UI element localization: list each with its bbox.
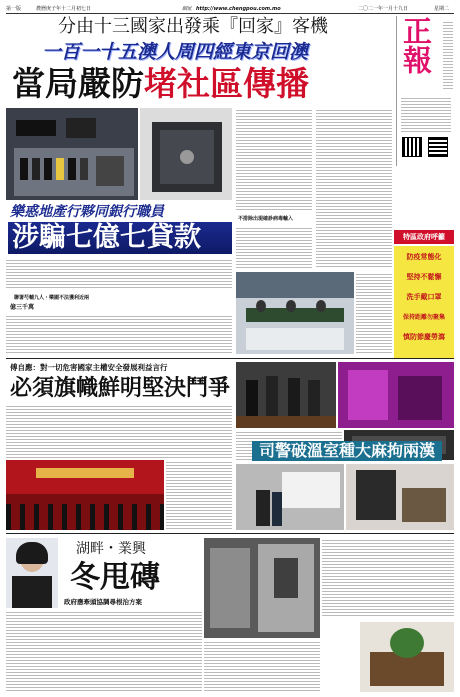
logo-box: [396, 16, 454, 166]
security-kicker: 傅自應：對一切危害國家主權安全發展利益言行: [10, 363, 168, 372]
safe-photo: [140, 108, 232, 200]
security-headline: 必須旗幟鮮明堅決鬥爭: [10, 376, 231, 401]
fraud-body-2: [6, 314, 232, 354]
section-divider: [6, 358, 454, 359]
fraud-subhead: 聯署芍輔九人・樂圍不法獲利近兩: [14, 295, 90, 301]
top-story-body-2: [316, 108, 392, 268]
slogan-box: [394, 246, 454, 358]
top-headline-black: 當局嚴防: [12, 64, 144, 103]
top-headline: [12, 64, 392, 104]
slogan-item: 防疫常態化: [406, 253, 442, 261]
fraud-section: 億三千萬: [10, 304, 35, 311]
grow-room-photo: [338, 362, 454, 428]
ceremony-photo: [6, 460, 164, 530]
raid-photo: [346, 464, 454, 530]
lake-subhead: 政府應牽頭協調尋根治方案: [64, 598, 142, 606]
logo-mark: 正報: [399, 16, 433, 74]
police-headline: 司警破溫室種大麻拘兩漢: [252, 441, 442, 461]
plants-photo: [360, 622, 454, 692]
slogan-item: 堅持不鬆懈: [406, 273, 442, 281]
lake-kicker: 湖畔・業興: [76, 541, 146, 557]
security-body: [6, 404, 232, 458]
lake-body-3: [204, 640, 320, 692]
logo-vertical-text: [443, 20, 453, 90]
side-headline: 不排除出現確診病毒輸入: [238, 216, 294, 222]
side-body: [236, 226, 312, 270]
top-kicker: 分由十三國家出發乘『回家』客機: [58, 16, 328, 37]
section-divider-2: [6, 533, 454, 534]
top-story-body: [236, 108, 312, 212]
slogan-item: 慎防節慶勞瀉: [403, 333, 445, 341]
site-url[interactable]: http://www.chengpou.com.mo: [196, 6, 281, 12]
masthead-strip: [6, 4, 454, 14]
weekday: 星期二: [434, 6, 450, 12]
lake-body-2: [322, 538, 454, 618]
slogan-item: 保持距離勿聚集: [402, 314, 445, 321]
logo-info-block: [401, 96, 451, 134]
arrest-street-photo: [236, 464, 344, 530]
columnist-photo: [6, 538, 58, 608]
top-headline-red: 堵社區傳播: [144, 64, 309, 103]
cannabis-seized-photo: [236, 362, 336, 428]
security-body-2: [166, 460, 232, 530]
press-conference-photo: [236, 272, 354, 354]
top-subhead: 一百一十五澳人周四經東京回澳: [42, 41, 309, 63]
side-body-2: [356, 272, 392, 354]
slogan-panel: [394, 230, 454, 360]
qr-code[interactable]: [403, 138, 421, 156]
site-label: 網址: [182, 6, 193, 12]
qr-code-2[interactable]: [429, 138, 447, 156]
issue-date: 二〇二一年一月十九日: [358, 6, 409, 12]
lake-body: [6, 610, 202, 692]
fraud-body: [6, 258, 232, 290]
fraud-headline: 涉騙七億七貸款: [8, 222, 232, 254]
lake-headline: 冬甩磚: [70, 560, 160, 595]
slogan-title: 特區政府呼籲: [394, 230, 454, 244]
page-label: 第一版: [6, 6, 22, 12]
fraud-kicker: 樂惑地產行夥同銀行職員: [10, 204, 164, 220]
tiles-photo: [204, 538, 320, 638]
lunar-date: 農曆庚子年十二月初七日: [36, 6, 92, 12]
evidence-photo: [6, 108, 138, 200]
slogan-item: 洗手戴口罩: [406, 293, 442, 301]
